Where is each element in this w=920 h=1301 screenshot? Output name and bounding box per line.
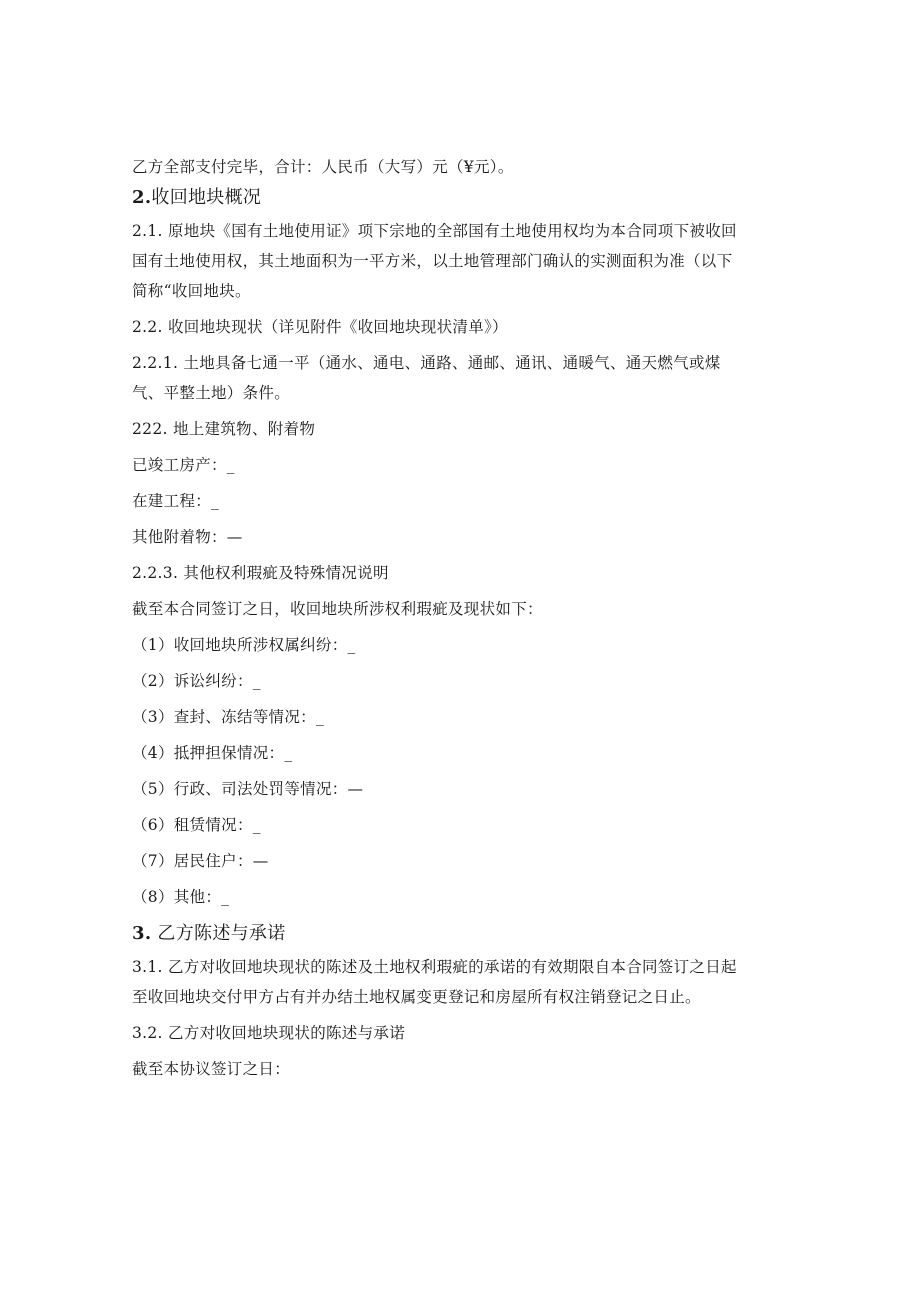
section-heading-3 <box>132 922 792 946</box>
section-number: 2. <box>132 187 152 208</box>
section-number: 3. <box>132 923 152 944</box>
paragraph-construction: 在建工程：_ <box>132 492 220 510</box>
paragraph-2-2-3: 2.2.3. 其他权利瑕疵及特殊情况说明 <box>132 564 389 582</box>
paragraph-3-2: 3.2. 乙方对收回地块现状的陈述与承诺 <box>132 1024 406 1042</box>
paragraph-3-1-line1: 3.1. 乙方对收回地块现状的陈述及土地权利瑕疵的承诺的有效期限自本合同签订之日起 <box>132 958 737 976</box>
paragraph-2-1-line1: 2.1. 原地块《国有土地使用证》项下宗地的全部国有土地使用权均为本合同项下被收回 <box>132 222 737 240</box>
list-item-1: （1）收回地块所涉权属纠纷：_ <box>132 636 356 654</box>
list-item-5: （5）行政、司法处罚等情况：— <box>132 780 364 798</box>
list-item-6: （6）租赁情况：_ <box>132 816 261 834</box>
paragraph-2-2: 2.2. 收回地块现状（详见附件《收回地块现状清单》） <box>132 318 508 336</box>
paragraph-2-2-2: 222. 地上建筑物、附着物 <box>132 420 316 438</box>
paragraph-2-2-1-line2: 气、平整土地）条件。 <box>132 384 291 402</box>
paragraph-completed-property: 已竣工房产：_ <box>132 456 235 474</box>
paragraph-payment-total: 乙方全部支付完毕，合计：人民币（大写）元（¥元）。 <box>132 158 514 176</box>
paragraph-2-1-line2: 国有土地使用权，其土地面积为一平方米，以土地管理部门确认的实测面积为准（以下 <box>132 252 733 270</box>
paragraph-as-of-signing: 截至本协议签订之日： <box>132 1060 291 1078</box>
list-item-3: （3）查封、冻结等情况：_ <box>132 708 325 726</box>
list-item-4: （4）抵押担保情况：_ <box>132 744 293 762</box>
paragraph-2-1-line3: 简称“收回地块。 <box>132 282 251 300</box>
list-item-2: （2）诉讼纠纷：_ <box>132 672 261 690</box>
paragraph-3-1-line2: 至收回地块交付甲方占有并办结土地权属变更登记和房屋所有权注销登记之日止。 <box>132 988 701 1006</box>
list-item-7: （7）居民住户：— <box>132 852 269 870</box>
paragraph-2-2-1-line1: 2.2.1. 土地具备七通一平（通水、通电、通路、通邮、通讯、通暖气、通天燃气或煤 <box>132 354 721 372</box>
document-page <box>132 156 792 1094</box>
section-title: 乙方陈述与承诺 <box>151 923 286 944</box>
paragraph-status-intro: 截至本合同签订之日，收回地块所涉权利瑕疵及现状如下： <box>132 600 543 618</box>
paragraph-attachments: 其他附着物：— <box>132 528 243 546</box>
section-title: 收回地块概况 <box>151 187 262 208</box>
section-heading-2 <box>132 186 792 210</box>
list-item-8: （8）其他：_ <box>132 888 230 906</box>
